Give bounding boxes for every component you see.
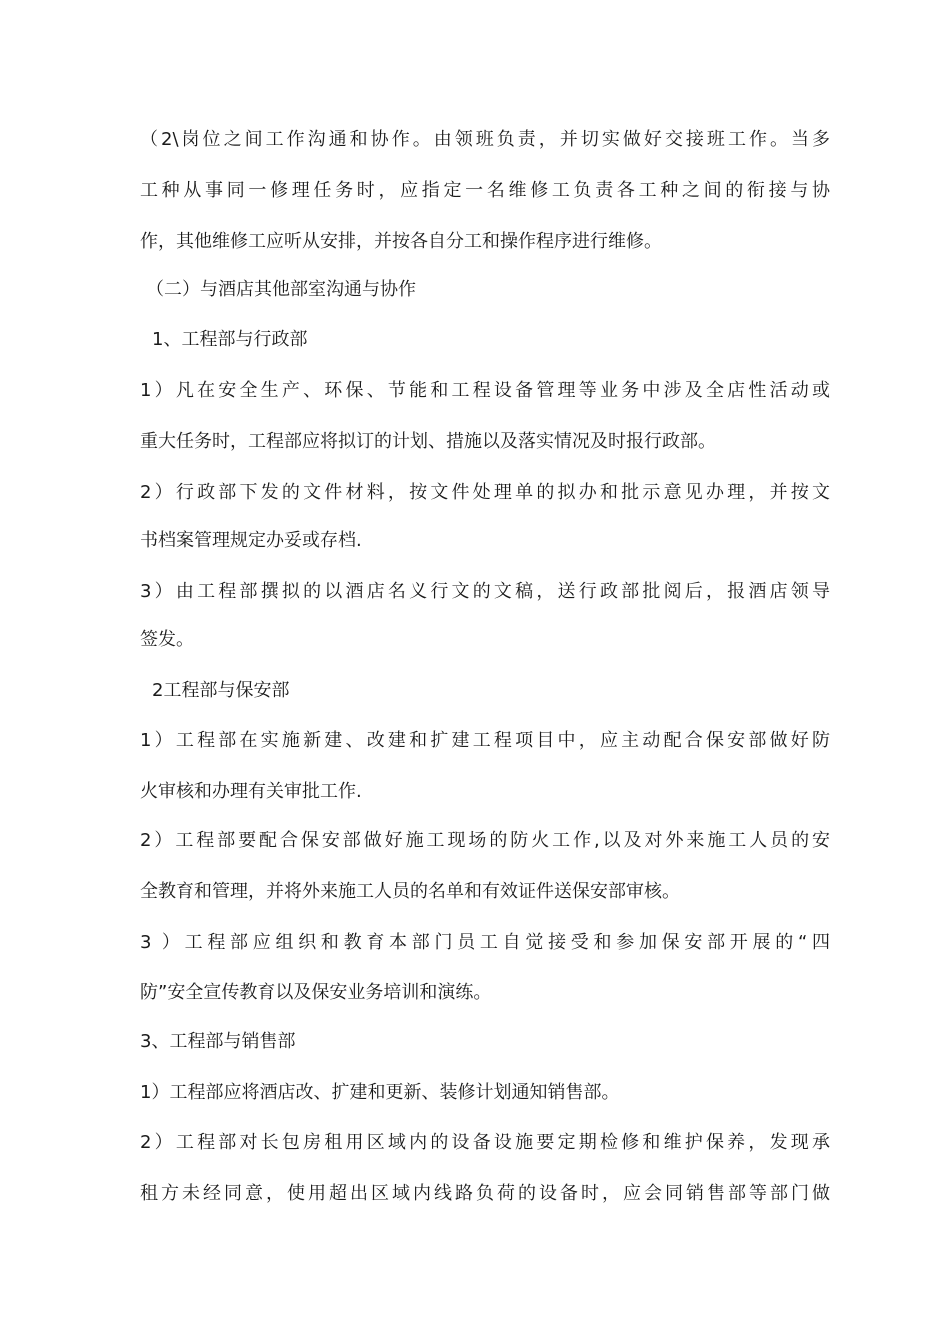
paragraph-line: 2）工程部要配合保安部做好施工现场的防火工作,以及对外来施工人员的安 bbox=[140, 830, 830, 851]
subsection-heading: 3、工程部与销售部 bbox=[140, 1031, 296, 1052]
paragraph-line: 书档案管理规定办妥或存档. bbox=[140, 530, 362, 551]
paragraph-line: 3 ）工程部应组织和教育本部门员工自觉接受和参加保安部开展的“四 bbox=[140, 932, 830, 953]
paragraph-line: 火审核和办理有关审批工作. bbox=[140, 781, 362, 802]
paragraph-line: 3）由工程部撰拟的以酒店名义行文的文稿，送行政部批阅后，报酒店领导 bbox=[140, 581, 830, 602]
paragraph-line: 1）凡在安全生产、环保、节能和工程设备管理等业务中涉及全店性活动或 bbox=[140, 380, 830, 401]
paragraph-line: 2）行政部下发的文件材料，按文件处理单的拟办和批示意见办理，并按文 bbox=[140, 482, 830, 503]
paragraph-line: 重大任务时，工程部应将拟订的计划、措施以及落实情况及时报行政部。 bbox=[140, 431, 716, 452]
subsection-heading: 1、工程部与行政部 bbox=[152, 329, 308, 350]
paragraph-line: 租方未经同意，使用超出区域内线路负荷的设备时，应会同销售部等部门做 bbox=[140, 1183, 830, 1204]
paragraph-line: 2）工程部对长包房租用区域内的设备设施要定期检修和维护保养，发现承 bbox=[140, 1132, 830, 1153]
section-heading: （二）与酒店其他部室沟通与协作 bbox=[146, 279, 416, 300]
paragraph-line: （2\岗位之间工作沟通和协作。由领班负责，并切实做好交接班工作。当多 bbox=[140, 129, 830, 150]
paragraph-line: 全教育和管理，并将外来施工人员的名单和有效证件送保安部审核。 bbox=[140, 881, 680, 902]
paragraph-line: 工种从事同一修理任务时，应指定一名维修工负责各工种之间的衔接与协 bbox=[140, 180, 830, 201]
paragraph-line: 1）工程部在实施新建、改建和扩建工程项目中，应主动配合保安部做好防 bbox=[140, 730, 830, 751]
paragraph-line: 1）工程部应将酒店改、扩建和更新、装修计划通知销售部。 bbox=[140, 1082, 620, 1103]
paragraph-line: 作，其他维修工应听从安排，并按各自分工和操作程序进行维修。 bbox=[140, 231, 662, 252]
paragraph-line: 签发。 bbox=[140, 629, 194, 650]
paragraph-line: 防”安全宣传教育以及保安业务培训和演练。 bbox=[140, 982, 492, 1003]
subsection-heading: 2工程部与保安部 bbox=[152, 680, 290, 701]
